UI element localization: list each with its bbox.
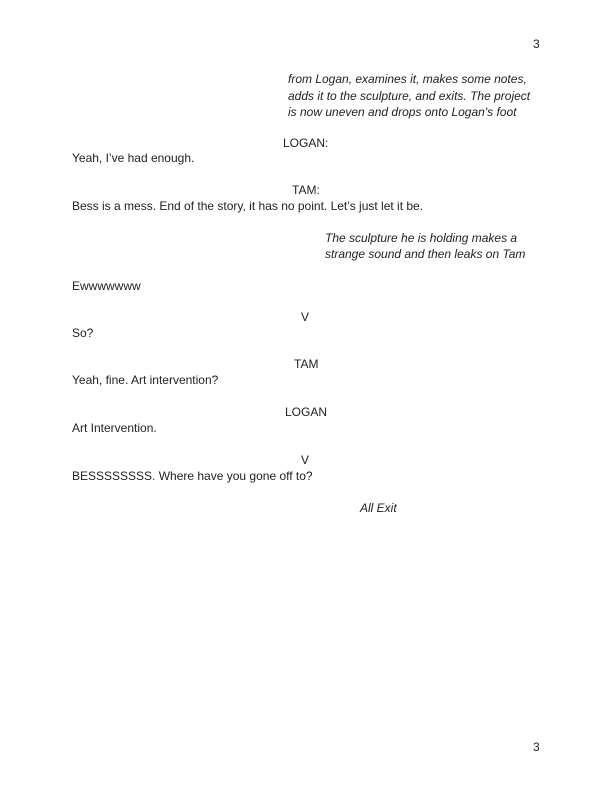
character-name: TAM: [292,183,320,197]
dialogue: Yeah, fine. Art intervention? [72,373,219,387]
page-number-bottom: 3 [533,740,540,754]
character-name: V [301,310,310,324]
character-name: LOGAN: [283,136,329,150]
stage-direction: All Exit [360,501,397,515]
dialogue: BESSSSSSSS. Where have you gone off to? [72,469,313,483]
stage-direction: The sculpture he is holding makes a [325,231,518,245]
page-number-top: 3 [533,37,540,51]
character-name: V [301,453,310,467]
dialogue: So? [72,326,94,340]
dialogue: Art Intervention. [72,421,157,435]
dialogue: Bess is a mess. End of the story, it has no point. Let’s just let it be. [72,199,424,213]
stage-direction: from Logan, examines it, makes some notes, [288,72,527,86]
character-name: LOGAN [285,405,328,419]
character-name: TAM [294,357,319,371]
stage-direction: is now uneven and drops onto Logan's foot [288,105,517,119]
dialogue: Ewwwwwww [72,279,141,293]
stage-direction: adds it to the sculpture, and exits. The project [288,89,531,103]
stage-direction: strange sound and then leaks on Tam [325,247,526,261]
dialogue: Yeah, I’ve had enough. [72,151,195,165]
